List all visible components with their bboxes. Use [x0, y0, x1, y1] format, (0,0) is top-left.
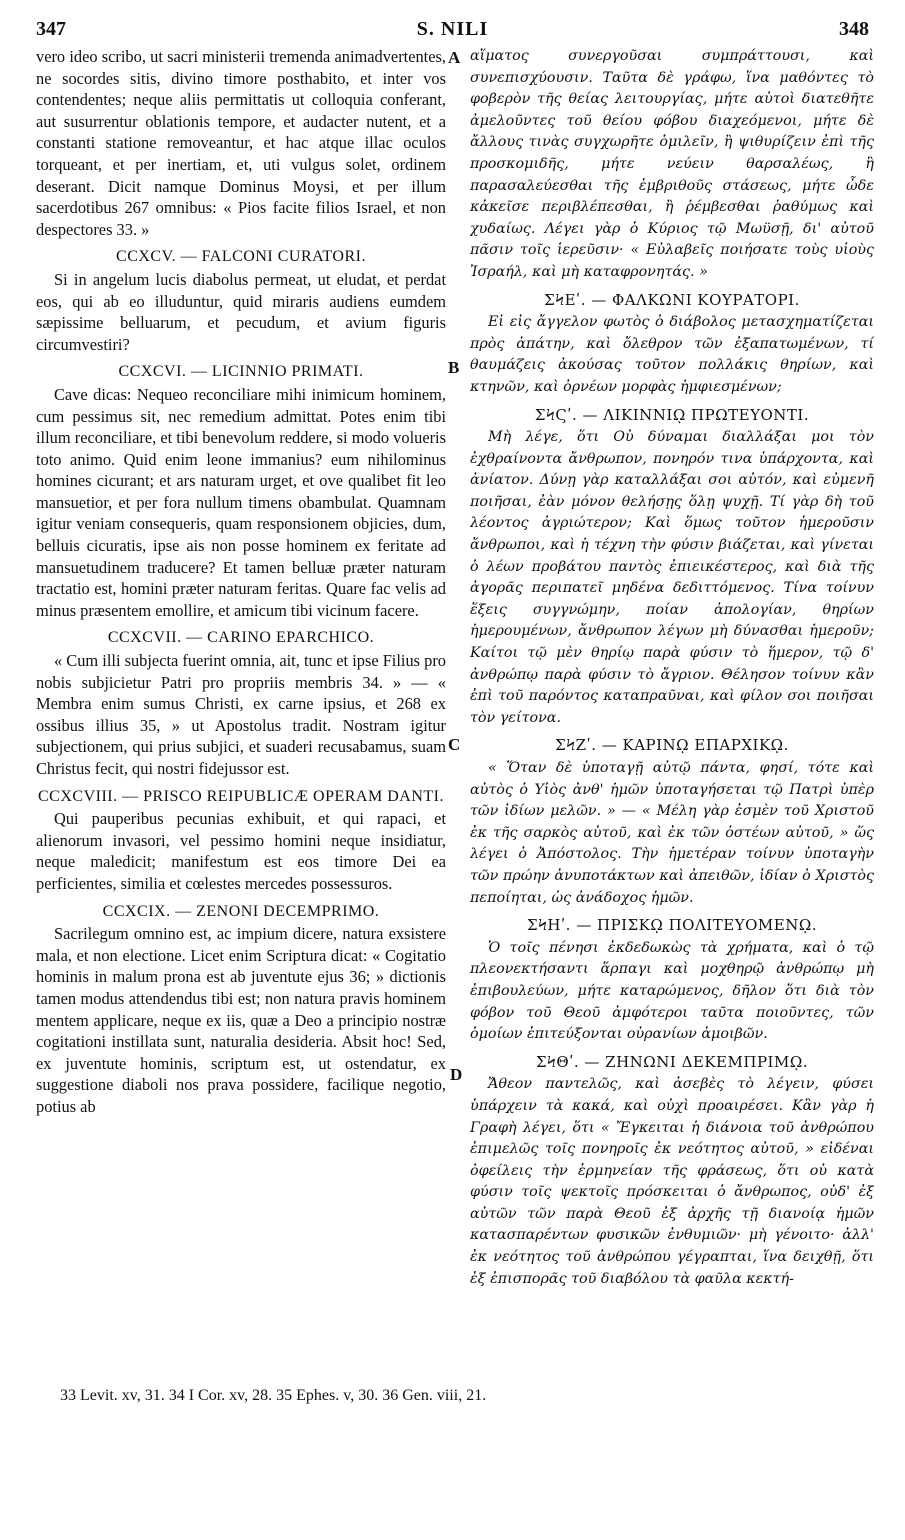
greek-paragraph: Ὁ τοῖς πένησι ἐκδεδωκὼς τὰ χρήματα, καὶ ὁ τῷ πλεονεκτήσαντι ἅρπαγι καὶ μοχθηρῷ ἀνθρώπῳ μὴ ἐπιβουλεύων, μήτε καταρώμενος, δῆλον ὅτι διὰ τὸν φόβον τοῦ Θεοῦ ἀμφότεροι ταῦτα ποιοῦντες, τῶν ὁμοίων ἐπιτεύξονται οὐρανίων ἀμοιβῶν. [470, 939, 874, 1043]
latin-paragraph: Sacrilegum omnino est, ac impium dicere, natura exsistere mala, et non electione. Licet enim Scriptura dicat: « Cogitatio hominis in malum prona est ab juventute ejus 36; » dictionis tamen modus attendendus tibi est; non natura pravis hominem mentem applicare, neque ex iis, quæ a Deo a principio nostræ cogitationi instillata sunt, naturalia desideria. Absit hoc! Sed, ex juventute hominis, scriptum est, ut ostendatur, ex suggestione diaboli nos prava possidere, facilique negotio, potius ab [36, 924, 446, 1116]
latin-heading: CCXCVI. — LICINNIO PRIMATI. [118, 363, 364, 381]
latin-heading: CCXCVII. — CARINO EPARCHICO. [107, 629, 375, 647]
margin-marker-a: A [448, 48, 461, 67]
footnotes: 33 Levit. xv, 31. 34 I Cor. xv, 28. 35 Ephes. v, 30. 36 Gen. viii, 21. [60, 1387, 487, 1404]
latin-paragraph: « Cum illi subjecta fuerint omnia, ait, tunc et ipse Filius pro nobis subjicietur Patri pro propriis membris 34. » — « Membra enim sumus Christi, ex carne ipsius, et 268 ex ossibus illius 35, » ut Apostolus tradit. Nostram igitur subjectionem, qui prius subjici, et suaderi recusabamus, suam Christus fecit, qui nostri fidejussor est. [36, 651, 446, 778]
latin-paragraph: Qui pauperibus pecunias exhibuit, et qui rapaci, et alienorum invasori, vel pessimo homini neque insidiatur, neque maledicit; manifestum est eos timore Dei ea perficientes, similia et cœlestes mercedes possessuros. [36, 809, 446, 893]
left-page-number: 347 [36, 18, 66, 40]
greek-heading: ΣϞΘʹ. — ΖΗΝΩΝΙ ΔΕΚΕΜΠΡΙΜῼ. [535, 1052, 809, 1071]
greek-heading: ΣϞϚʹ. — ΛΙΚΙΝΝΙῼ ΠΡΩΤΕΥΟΝΤΙ. [534, 405, 810, 424]
greek-column [470, 46, 874, 1374]
margin-marker-c: C [448, 735, 461, 754]
greek-heading: ΣϞΗʹ. — ΠΡΙΣΚῼ ΠΟΛΙΤΕΥΟΜΕΝῼ. [526, 916, 818, 935]
latin-paragraph: Cave dicas: Nequeo reconciliare mihi inimicum hominem, cum pessimus sit, nec remedium admittat. Potes enim tibi illum reconciliare, et tibi benevolum reddere, si modo volueris toto animo. Quid enim leone immanius? eum nihilominus homines cicurant; et ars naturam urget, et ove qualibet fit leo mansuetior, et per fora nullum timens obambulat. Quamnam igitur veniam consequeris, quam responsionem objicies, dum, belluis cicuratis, ipse ais non posse hominem ex feritate ad mansuetudinem traducere? Et tamen belluæ præter naturam tractatio est, homini præter naturam feritas. Quare fac velis ad minus præsentem emollire, et amicum tibi vicinum facere. [36, 384, 446, 620]
greek-paragraph: « Ὅταν δὲ ὑποταγῇ αὐτῷ πάντα, φησί, τότε καὶ αὐτὸς ὁ Υἱὸς ἀνθ' ἡμῶν ὑποταγήσεται τῷ Πατρὶ ὑπὲρ τῶν ἰδίων μελῶν. » — « Μέλη γὰρ ἐσμὲν τοῦ Χριστοῦ ἐκ τῆς σαρκὸς αὐτοῦ, καὶ ἐκ τῶν ὀστέων αὐτοῦ, » ὥς λέγει ὁ Ἀπόστολος. Τὴν ἡμετέραν τοίνυν ὑποταγὴν τῶν πρώην ἀνυποτάκτων καὶ ἀπειθῶν, ἰδίαν ὁ Χριστὸς πεποίηται, ὡς ἀνάδοχος ἡμῶν. [470, 760, 874, 906]
page-header [36, 18, 869, 46]
latin-opening-text: vero ideo scribo, ut sacri ministerii tremenda animadvertentes, ne socordes sitis, divino timore posthabito, et inter vos contendentes; neque aliis permittatis ut colloquia conferant, aut susurrentur oblationis tempore, et audacter nutent, et a constanti statione removeantur, et hac atque illac oculos torqueant, et per inertiam, et, uti vulgus solet, ordinem deserant. Dicit namque Dominus Moysi, et per illum sacerdotibus 267 omnibus: « Pios facite filios Israel, et non despectores 33. » [36, 47, 446, 239]
greek-paragraph: Μὴ λέγε, ὅτι Οὐ δύναμαι διαλλάξαι μοι τὸν ἐχθραίνοντα ἄνθρωπον, πονηρόν τινα ὑπάρχοντα, καὶ ἀνίατον. Δύνῃ γὰρ καταλλάξαι σοι αὐτόν, καὶ εὐμενῆ ποιῆσαι, ἐὰν μόνον θελήσῃς ὅλῃ ψυχῇ. Τί γὰρ δὴ τοῦ λέοντος ἀγριώτερον; Καὶ ὅμως τοῦτον ἡμεροῦσιν ἄνθρωποι, καὶ ἡ τέχνη τὴν φύσιν βιάζεται, καὶ γίνεται ὁ λέων προβάτου παντὸς ἐπιεικέστερος, καὶ διὰ τῆς ἀγορᾶς περιπατεῖ μηδένα δεδιττόμενος. Τίνα τοίνυν ἕξεις συγγνώμην, ποίαν ἀπολογίαν, θηρίων ἡμερουμένων, ἄνθρωπον λέγων μὴ δύνασθαι ἡμεροῦν; Καίτοι τῷ μὲν θηρίῳ παρὰ φύσιν τὸ ἥμερον, τῷ δ' ἀνθρώπῳ παρὰ φύσιν τὸ ἄγριον. Θέλησον τοίνυν κἂν ἐπὶ τοῦ παρόντος καταπραῦναι, καὶ φίλον σοι ποιῆσαι τὸν γείτονα. [470, 429, 874, 726]
greek-paragraph: Ἄθεον παντελῶς, καὶ ἀσεβὲς τὸ λέγειν, φύσει ὑπάρχειν τὰ κακά, καὶ οὐχὶ προαιρέσει. Κἂν γὰρ ἡ Γραφὴ λέγει, ὅτι « Ἔγκειται ἡ διάνοια τοῦ ἀνθρώπου ἐπιμελῶς τοῖς πονηροῖς ἐκ νεότητος αὐτοῦ, » εἰδέναι ὀφείλεις τὴν ἑρμηνείαν τῆς φράσεως, ὅτι οὐ κατὰ φύσιν τοῖς ψεκτοῖς πρόσκειται ὁ ἄνθρωπος, οὐδ' ἐξ αὐτῶν τῶν παρὰ Θεοῦ ἐξ ἀρχῆς τῇ διανοίᾳ ἡμῶν κατασπαρέντων φυσικῶν ἐνθυμιῶν· μὴ γένοιτο· ἀλλ' ἐκ νεότητος τοῦ ἀνθρώπου γέγραπται, ἵνα δειχθῇ, ὅτι ἐξ ἐπισπορᾶς τοῦ διαβόλου τὰ φαῦλα κεκτή- [470, 1076, 874, 1287]
greek-heading: ΣϞΕʹ. — ΦΑΛΚΩΝΙ ΚΟΥΡΑΤΟΡΙ. [544, 290, 800, 309]
greek-paragraph: Εἰ εἰς ἄγγελον φωτὸς ὁ διάβολος μετασχηματίζεται πρὸς ἀπάτην, καὶ ὄλεθρον τῶν ἐξαπατωμένων, τί θαυμάζεις ἀκούσας τοῦτον πολλάκις θηρίων, καὶ κτηνῶν, καὶ ὀρνέων μορφὰς ἠμφιεσμένων; [470, 314, 874, 395]
latin-paragraph: Si in angelum lucis diabolus permeat, ut eludat, et perdat eos, qui ab eo illuduntur, quid miraris audiens eumdem sæpissime belluarum, et pecudum, et avium figuris circumvestiri? [36, 269, 446, 354]
margin-marker-b: B [448, 358, 460, 377]
running-title: S. NILI [416, 18, 489, 40]
greek-heading: ΣϞΖʹ. — ΚΑΡΙΝῼ ΕΠΑΡΧΙΚῼ. [555, 736, 789, 755]
latin-column [36, 46, 446, 1374]
latin-heading: CCXCV. — FALCONI CURATORI. [116, 248, 366, 266]
greek-opening-text: αἵματος συνεργοῦσαι συμπράττουσι, καὶ συνεπισχύουσιν. Ταῦτα δὲ γράφω, ἵνα μαθόντες τὸ φοβερὸν τῆς θείας λειτουργίας, μήτε αὐτοὶ διατεθῆτε ἀμελοῦντες τοῦ θείου φόβου διαχεόμενοι, μήτε δὲ ἄλλους τινὰς συγχωρῆτε ὁμιλεῖν, ἢ ψιθυρίζειν ἐπὶ τῆς προσκομιδῆς, μήτε νεύειν θαρσαλέως, ἢ παρασαλεύεσθαι τῆς ἐμβριθοῦς στάσεως, μήτε ὧδε κἀκεῖσε περιβλέπεσθαι, ἢ ῥέμβεσθαι ῥαθύμως καὶ χυδαίως. Λέγει γὰρ ὁ Κύριος τῷ Μωϋσῇ, δι' αὐτοῦ πᾶσιν τοῖς ἱερεῦσιν· « Εὐλαβεῖς ποιήσατε τοὺς υἱοὺς Ἰσραήλ, καὶ μὴ καταφρονητάς. » [470, 48, 874, 280]
latin-heading: CCXCIX. — ZENONI DECEMPRIMO. [102, 902, 380, 920]
latin-heading: CCXCVIII. — PRISCO REIPUBLICÆ OPERAM DANTI. [38, 787, 444, 805]
margin-marker-d: D [450, 1065, 463, 1084]
right-page-number: 348 [839, 18, 869, 40]
